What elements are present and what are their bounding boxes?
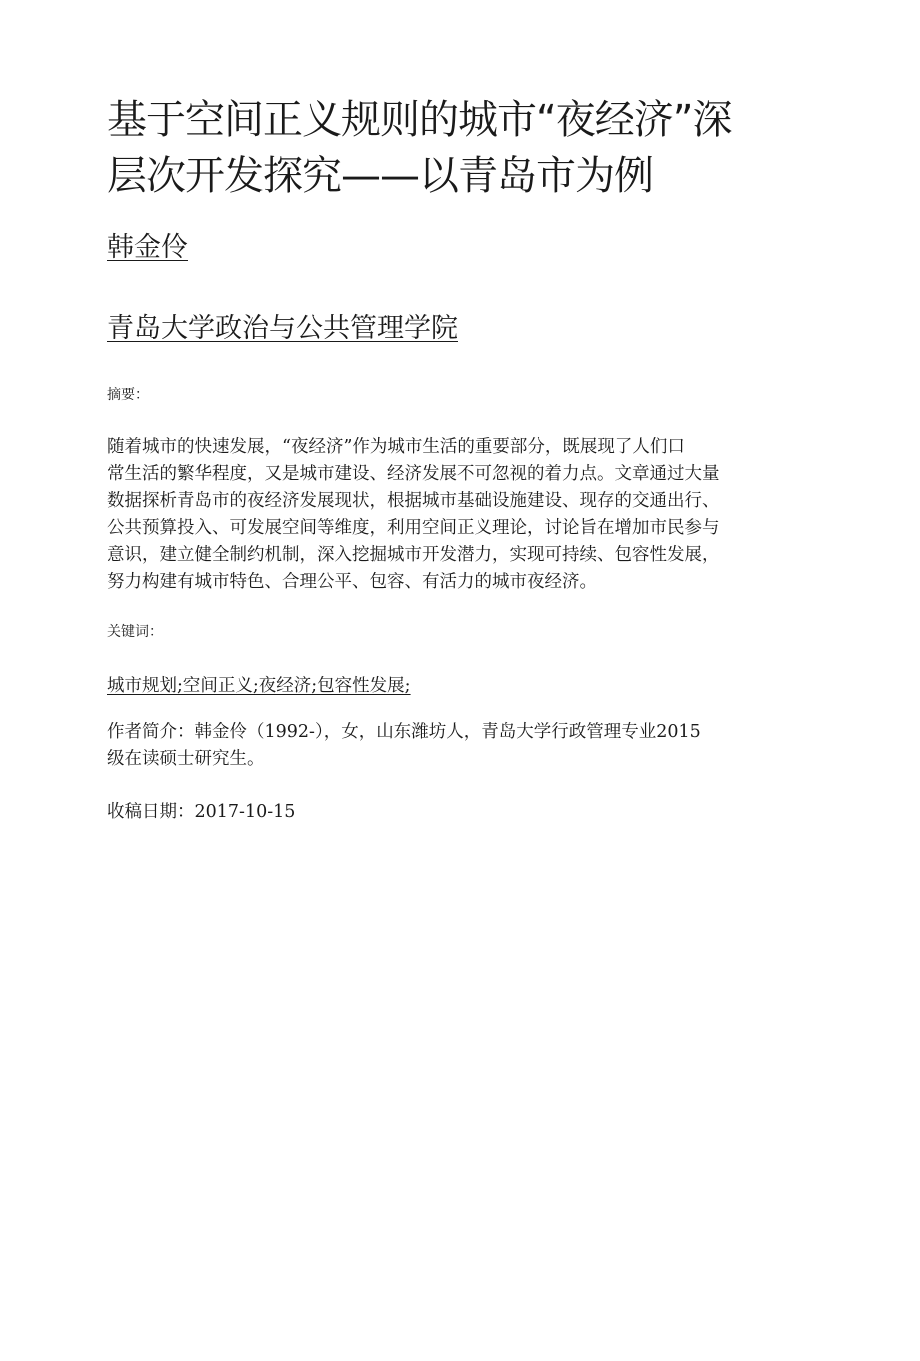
abstract-body bbox=[107, 434, 807, 596]
author-bio-line: 作者简介：韩金伶（1992-），女，山东潍坊人，青岛大学行政管理专业2015 bbox=[107, 722, 701, 742]
abstract-line: 随着城市的快速发展，“夜经济”作为城市生活的重要部分，既展现了人们口 bbox=[107, 437, 685, 457]
paper-title-line-1: 基于空间正义规则的城市“夜经济”深 bbox=[107, 97, 732, 143]
author-affiliation[interactable]: 青岛大学政治与公共管理学院 bbox=[107, 313, 458, 344]
paper-title-line-2: 层次开发探究——以青岛市为例 bbox=[107, 153, 653, 199]
received-date: 收稿日期：2017-10-15 bbox=[107, 802, 296, 822]
abstract-label: 摘要： bbox=[107, 387, 149, 403]
abstract-line: 常生活的繁华程度，又是城市建设、经济发展不可忽视的着力点。文章通过大量 bbox=[107, 464, 720, 484]
author-name[interactable]: 韩金伶 bbox=[107, 232, 188, 263]
abstract-line: 努力构建有城市特色、合理公平、包容、有活力的城市夜经济。 bbox=[107, 572, 597, 592]
abstract-line: 公共预算投入、可发展空间等维度，利用空间正义理论，讨论旨在增加市民参与 bbox=[107, 518, 720, 538]
abstract-line: 意识，建立健全制约机制，深入挖掘城市开发潜力，实现可持续、包容性发展， bbox=[107, 545, 720, 565]
author-bio-line: 级在读硕士研究生。 bbox=[107, 749, 265, 769]
author-bio bbox=[107, 719, 807, 773]
paper-title bbox=[107, 92, 819, 204]
keywords-list[interactable]: 城市规划;空间正义;夜经济;包容性发展; bbox=[107, 676, 411, 696]
keywords-label: 关键词： bbox=[107, 624, 163, 640]
abstract-line: 数据探析青岛市的夜经济发展现状，根据城市基础设施建设、现存的交通出行、 bbox=[107, 491, 720, 511]
